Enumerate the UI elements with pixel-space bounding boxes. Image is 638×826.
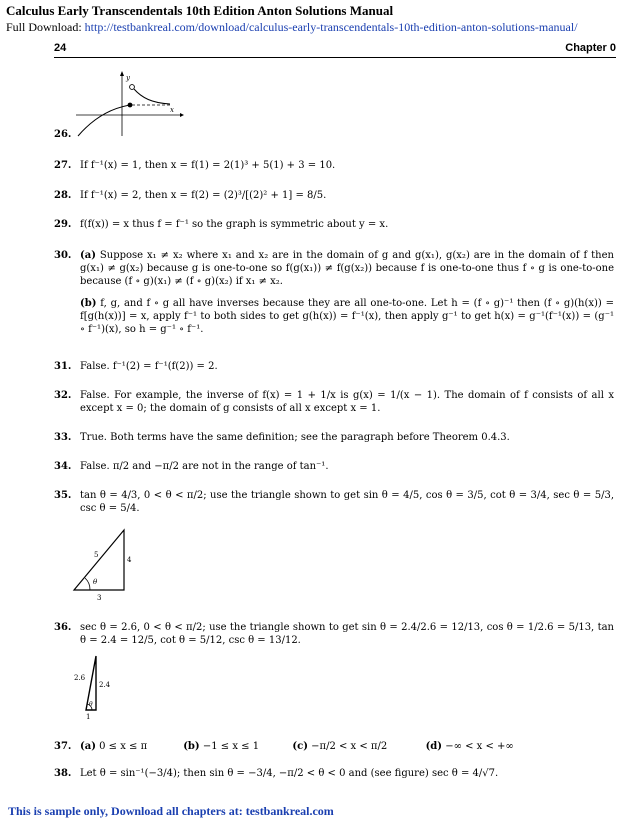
problem-36 xyxy=(54,621,614,647)
problem-32 xyxy=(54,389,614,415)
hypotenuse-label: 5 xyxy=(94,551,99,559)
adjacent-label: 3 xyxy=(97,594,102,602)
part-label: (a) xyxy=(80,741,96,752)
problem-number: 29. xyxy=(54,219,72,230)
open-point xyxy=(130,85,135,90)
problem-text: sec θ = 2.6, 0 < θ < π/2; use the triangle shown to get sin θ = 2.4/2.6 = 12/13, cos θ = 1/2.6 = 5/13, tan θ = 2.4 = 12/5, cot θ = 5/12, csc θ = 13/12. xyxy=(80,622,614,646)
problem-text: False. f⁻¹(2) = f⁻¹(f(2)) = 2. xyxy=(80,361,218,372)
problem-37 xyxy=(54,740,614,753)
curve-right xyxy=(134,89,170,104)
y-axis-arrow xyxy=(120,71,124,76)
problem-number: 38. xyxy=(54,768,72,779)
hypotenuse-label: 2.6 xyxy=(74,674,86,682)
problem-number: 32. xyxy=(54,390,72,401)
download-link[interactable]: http://testbankreal.com/download/calculus-early-transcendentals-10th-edition-anton-solutions-manual/ xyxy=(84,20,578,34)
part-c xyxy=(292,740,422,753)
opposite-label: 2.4 xyxy=(99,681,111,689)
page-number: 24 xyxy=(54,42,67,54)
problem-text: False. π/2 and −π/2 are not in the range of tan⁻¹. xyxy=(80,461,329,472)
problem-text: If f⁻¹(x) = 2, then x = f(2) = (2)³/[(2)² + 1] = 8/5. xyxy=(80,190,327,201)
problem-35 xyxy=(54,489,614,515)
problem-30 xyxy=(54,249,614,336)
angle-label: θ xyxy=(89,701,93,708)
part-label: (c) xyxy=(292,741,308,752)
part-text: Suppose x₁ ≠ x₂ where x₁ and x₂ are in the domain of g and g(x₁), g(x₂) are in the domain of f then g(x₁) ≠ g(x₂) because g is one-to-one so f(g(x₁)) ≠ f(g(x₂)) because f is one-to-one thus f ∘ g is one-to-one because (f ∘ g)(x₁) ≠ (f ∘ g)(x₂) if x₁ ≠ x₂. xyxy=(80,250,614,287)
problem-text: If f⁻¹(x) = 1, then x = f(1) = 2(1)³ + 5(1) + 3 = 10. xyxy=(80,160,336,171)
problem-31 xyxy=(54,360,614,373)
part-label: (b) xyxy=(80,298,97,309)
problem-text: True. Both terms have the same definition; see the paragraph before Theorem 0.4.3. xyxy=(80,432,510,443)
adjacent-label: 1 xyxy=(86,713,91,721)
download-line xyxy=(6,20,578,35)
header-rule xyxy=(54,57,616,58)
problem-number: 26. xyxy=(54,129,72,140)
problem-text: tan θ = 4/3, 0 < θ < π/2; use the triangle shown to get sin θ = 4/5, cos θ = 3/5, cot θ = 3/4, sec θ = 5/3, csc θ = 5/4. xyxy=(80,490,614,514)
part-label: (a) xyxy=(80,250,96,261)
problem-27 xyxy=(54,159,614,172)
part-d xyxy=(426,740,514,753)
footer-notice[interactable]: This is sample only, Download all chapters at: testbankreal.com xyxy=(8,804,334,818)
problem-29 xyxy=(54,218,614,231)
problem-34 xyxy=(54,460,614,473)
part-a xyxy=(80,249,614,288)
angle-arc xyxy=(85,578,90,590)
triangle xyxy=(74,530,124,590)
problem-number: 36. xyxy=(54,622,72,633)
problem-38 xyxy=(54,767,614,780)
problem-text: f(f(x)) = x thus f = f⁻¹ so the graph is symmetric about y = x. xyxy=(80,219,389,230)
part-text: −π/2 < x < π/2 xyxy=(311,741,388,752)
part-b xyxy=(183,740,289,753)
graph-figure-26 xyxy=(76,70,186,138)
triangle-figure-36 xyxy=(72,652,122,724)
problem-number: 27. xyxy=(54,160,72,171)
problem-number: 31. xyxy=(54,361,72,372)
problem-number: 30. xyxy=(54,250,72,261)
closed-point xyxy=(128,103,133,108)
problem-number: 37. xyxy=(54,741,72,752)
problem-number: 34. xyxy=(54,461,72,472)
part-label: (b) xyxy=(183,741,200,752)
part-text: 0 ≤ x ≤ π xyxy=(99,741,148,752)
part-a xyxy=(80,740,180,753)
y-axis-label: y xyxy=(126,74,130,82)
angle-label: θ xyxy=(93,578,98,586)
problem-text: Let θ = sin⁻¹(−3/4); then sin θ = −3/4, −π/2 < θ < 0 and (see figure) sec θ = 4/√7. xyxy=(80,768,499,779)
problem-parts xyxy=(80,740,614,753)
problem-number: 28. xyxy=(54,190,72,201)
problem-number: 35. xyxy=(54,490,72,501)
part-label: (d) xyxy=(425,741,443,752)
part-text: f, g, and f ∘ g all have inverses because they are all one-to-one. Let h = (f ∘ g)⁻¹ then (f ∘ g)(h(x)) = f[g(h(x))] = x, apply f⁻¹ to both sides to get g(h(x)) = f⁻¹(x), then apply g⁻¹ to get h(x) = g⁻¹(f⁻¹(x)) = (g⁻¹ ∘ f⁻¹)(x), so h = g⁻¹ ∘ f⁻¹. xyxy=(80,298,614,335)
opposite-label: 4 xyxy=(127,556,132,564)
part-text: −∞ < x < +∞ xyxy=(445,741,514,752)
problem-text: False. For example, the inverse of f(x) = 1 + 1/x is g(x) = 1/(x − 1). The domain of f consists of all x except x = 0; the domain of g consists of all x except x = 1. xyxy=(80,390,614,414)
problem-number: 33. xyxy=(54,432,72,443)
part-b xyxy=(80,297,614,336)
chapter-label: Chapter 0 xyxy=(565,42,616,54)
x-axis-arrow xyxy=(180,113,184,117)
triangle-figure-35 xyxy=(68,522,148,604)
document-title: Calculus Early Transcendentals 10th Edition Anton Solutions Manual xyxy=(6,3,394,18)
part-text: −1 ≤ x ≤ 1 xyxy=(202,741,260,752)
x-axis-label: x xyxy=(170,106,174,114)
download-label: Full Download: xyxy=(6,20,82,34)
problem-33 xyxy=(54,431,614,444)
problem-28 xyxy=(54,189,614,202)
